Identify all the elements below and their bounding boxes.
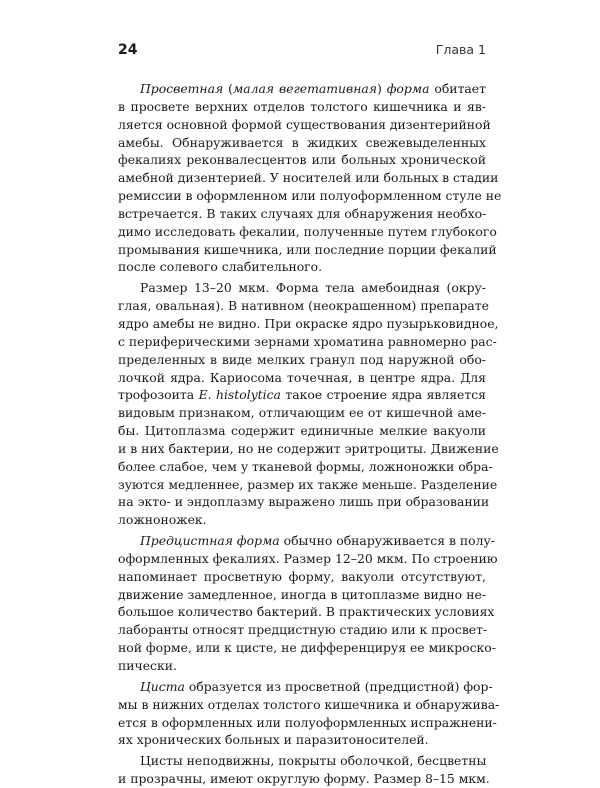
text-segment: зуются медленнее, размер их также меньше. Разделение bbox=[118, 476, 498, 492]
text-line bbox=[118, 696, 500, 714]
text-segment: ( bbox=[223, 81, 233, 96]
italic-term: Просветная bbox=[140, 81, 224, 96]
text-segment: в просвете верхних отделов толстого кишечника и яв- bbox=[118, 98, 486, 114]
text-line bbox=[118, 511, 486, 529]
text-segment: более слабое, чем у тканевой формы, ложноножки обра- bbox=[118, 458, 493, 474]
text-line bbox=[118, 187, 502, 205]
text-line bbox=[118, 333, 497, 351]
text-segment: с периферическими зернами хроматина равномерно рас- bbox=[118, 333, 497, 349]
text-segment: обитает bbox=[429, 81, 486, 96]
text-line bbox=[118, 404, 486, 422]
text-segment: образуется из просветной (предцистной) фор- bbox=[184, 678, 493, 694]
text-line bbox=[118, 134, 486, 152]
text-line bbox=[118, 151, 486, 169]
text-segment: глая, овальная). В нативном (неокрашенном) препарате bbox=[118, 298, 489, 314]
text-line bbox=[118, 639, 496, 657]
text-line bbox=[118, 440, 499, 458]
text-segment: пически. bbox=[118, 658, 177, 673]
text-line bbox=[118, 241, 497, 259]
text-segment: и в них бактерии, но не содержит эритроциты. Движение bbox=[118, 440, 499, 456]
text-segment: после солевого слабительного. bbox=[118, 259, 323, 275]
italic-term: Предцистная форма bbox=[140, 533, 280, 549]
text-line bbox=[118, 731, 486, 749]
text-line bbox=[118, 279, 486, 297]
text-line bbox=[118, 205, 486, 223]
text-line bbox=[118, 422, 486, 440]
paragraph bbox=[118, 80, 502, 276]
text-segment: движение замедленное, иногда в цитоплазме видно не- bbox=[118, 586, 486, 602]
text-segment: ется в оформленных или полуоформленных испражнени- bbox=[118, 714, 497, 730]
paragraph bbox=[118, 678, 500, 749]
text-line bbox=[118, 770, 490, 788]
text-line bbox=[118, 714, 497, 732]
text-line bbox=[118, 315, 499, 333]
text-segment: бы. Цитоплазма содержит единичные мелкие вакуоли bbox=[118, 423, 486, 439]
paragraph bbox=[118, 279, 499, 529]
text-segment: ремиссии в оформленном или полуоформленном стуле не bbox=[118, 188, 502, 204]
body-text bbox=[118, 80, 502, 788]
text-segment: амебной дизентерией. У носителей или больных в стадии bbox=[118, 170, 499, 186]
text-segment: такое строение ядра является bbox=[280, 387, 487, 403]
text-segment: трофозоита bbox=[118, 387, 199, 403]
text-line bbox=[118, 550, 498, 568]
text-line bbox=[118, 752, 486, 770]
text-segment: пределенных в виде мелких гранул под наружной обо- bbox=[118, 351, 486, 367]
text-line bbox=[118, 386, 486, 404]
text-segment: ) bbox=[376, 81, 387, 96]
text-line bbox=[118, 657, 486, 675]
paragraph bbox=[118, 532, 498, 675]
text-segment: обычно обнаруживается в полу- bbox=[279, 533, 495, 549]
text-segment: Цисты неподвижны, покрыты оболочкой, бесцветны bbox=[140, 753, 487, 769]
text-line bbox=[118, 116, 491, 134]
text-line bbox=[118, 476, 498, 494]
text-segment: промывания кишечника, или последние порции фекалий bbox=[118, 241, 497, 257]
text-segment: лаборанты относят предцистную стадию или к просвет- bbox=[118, 622, 488, 638]
text-line bbox=[118, 80, 486, 98]
italic-term: малая вегетативная bbox=[232, 81, 377, 96]
text-line bbox=[118, 532, 495, 550]
text-line bbox=[118, 568, 486, 586]
text-segment: димо исследовать фекалии, полученные путем глубокого bbox=[118, 223, 497, 239]
text-line bbox=[118, 458, 493, 476]
text-segment: Размер 13–20 мкм. Форма тела амебоидная (окру- bbox=[140, 280, 486, 296]
italic-term: форма bbox=[386, 81, 430, 96]
text-line bbox=[118, 169, 499, 187]
text-segment: встречается. В таких случаях для обнаружения необхо- bbox=[118, 205, 487, 221]
text-line bbox=[118, 678, 493, 696]
text-segment: оформленных фекалиях. Размер 12–20 мкм. По строению bbox=[118, 550, 498, 566]
text-segment: амебы. Обнаруживается в жидких свежевыделенных bbox=[118, 134, 486, 150]
text-segment: фекалиях реконвалесцентов или больных хронической bbox=[118, 152, 486, 168]
text-line bbox=[118, 603, 495, 621]
text-segment: лочкой ядра. Кариосома точечная, в центре ядра. Для bbox=[118, 369, 486, 385]
running-header bbox=[118, 42, 486, 58]
text-line bbox=[118, 351, 486, 369]
text-segment: на экто- и эндоплазму выражено лишь при образовании bbox=[118, 494, 490, 510]
italic-term: Циста bbox=[140, 678, 185, 694]
text-line bbox=[118, 621, 486, 639]
text-line bbox=[118, 369, 486, 387]
text-line bbox=[118, 297, 489, 315]
text-line bbox=[118, 223, 497, 241]
text-line bbox=[118, 586, 486, 604]
paragraph bbox=[118, 752, 490, 788]
text-segment: ядро амебы не видно. При окраске ядро пузырьковидное, bbox=[118, 315, 499, 331]
text-segment: ной форме, или к цисте, не дифференцируя ее микроско- bbox=[118, 640, 496, 656]
italic-term: E. histolytica bbox=[198, 387, 281, 403]
text-line bbox=[118, 98, 486, 116]
text-segment: видовым признаком, отличающим ее от кишечной аме- bbox=[118, 405, 486, 421]
page-number: 24 bbox=[118, 42, 138, 58]
text-segment: ях хронических больных и паразитоносителей. bbox=[118, 732, 429, 748]
text-line bbox=[118, 493, 490, 511]
text-segment: и прозрачны, имеют округлую форму. Размер 8–15 мкм. bbox=[118, 771, 490, 787]
text-line bbox=[118, 258, 486, 276]
chapter-title: Глава 1 bbox=[435, 42, 486, 57]
text-segment: ляется основной формой существования дизентерийной bbox=[118, 116, 491, 132]
text-segment: напоминает просветную форму, вакуоли отсутствуют, bbox=[118, 568, 486, 584]
text-segment: ложноножек. bbox=[118, 512, 207, 528]
text-segment: большое количество бактерий. В практических условиях bbox=[118, 604, 495, 620]
text-segment: мы в нижних отделах толстого кишечника и обнаружива- bbox=[118, 696, 500, 712]
